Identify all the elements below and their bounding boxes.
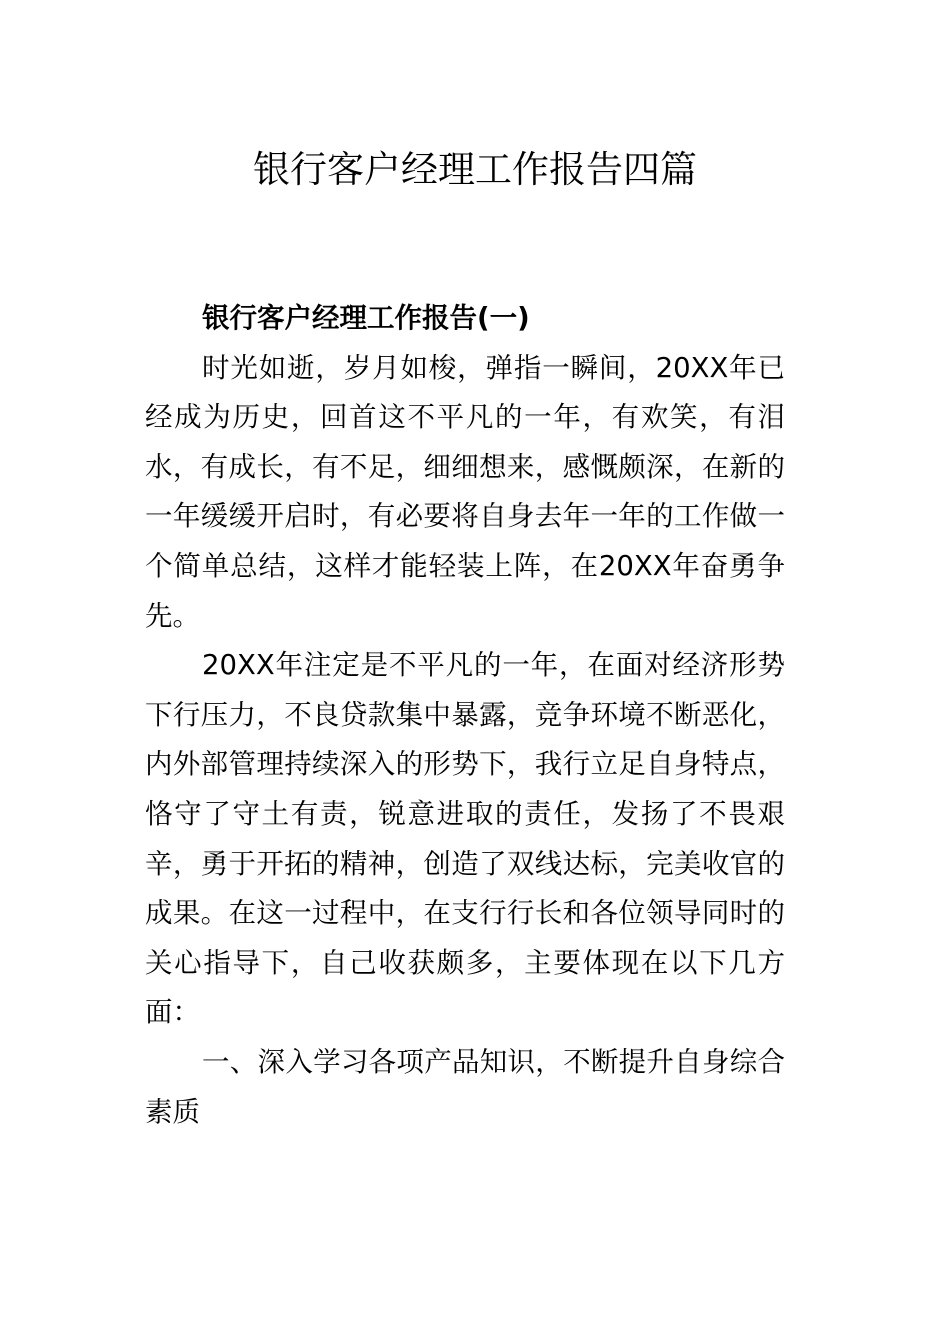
document-body	[145, 294, 785, 1137]
document-title: 银行客户经理工作报告四篇	[253, 148, 697, 191]
section-heading: 银行客户经理工作报告(一)	[202, 302, 530, 334]
paragraph-point-one: 一、深入学习各项产品知识，不断提升自身综合素质	[145, 1045, 785, 1128]
paragraph-intro: 时光如逝，岁月如梭，弹指一瞬间，20XX年已经成为历史，回首这不平凡的一年，有欢笑，有泪水，有成长，有不足，细细想来，感慨颇深，在新的一年缓缓开启时，有必要将自身去年一年的工作做一个简单总结，这样才能轻装上阵，在20XX年奋勇争先。	[145, 351, 785, 632]
paragraph-year-review: 20XX年注定是不平凡的一年，在面对经济形势下行压力，不良贷款集中暴露，竞争环境不断恶化，内外部管理持续深入的形势下，我行立足自身特点，恪守了守土有责，锐意进取的责任，发扬了不畏艰辛，勇于开拓的精神，创造了双线达标，完美收官的成果。在这一过程中，在支行行长和各位领导同时的关心指导下，自己收获颇多，主要体现在以下几方面：	[145, 649, 785, 1029]
